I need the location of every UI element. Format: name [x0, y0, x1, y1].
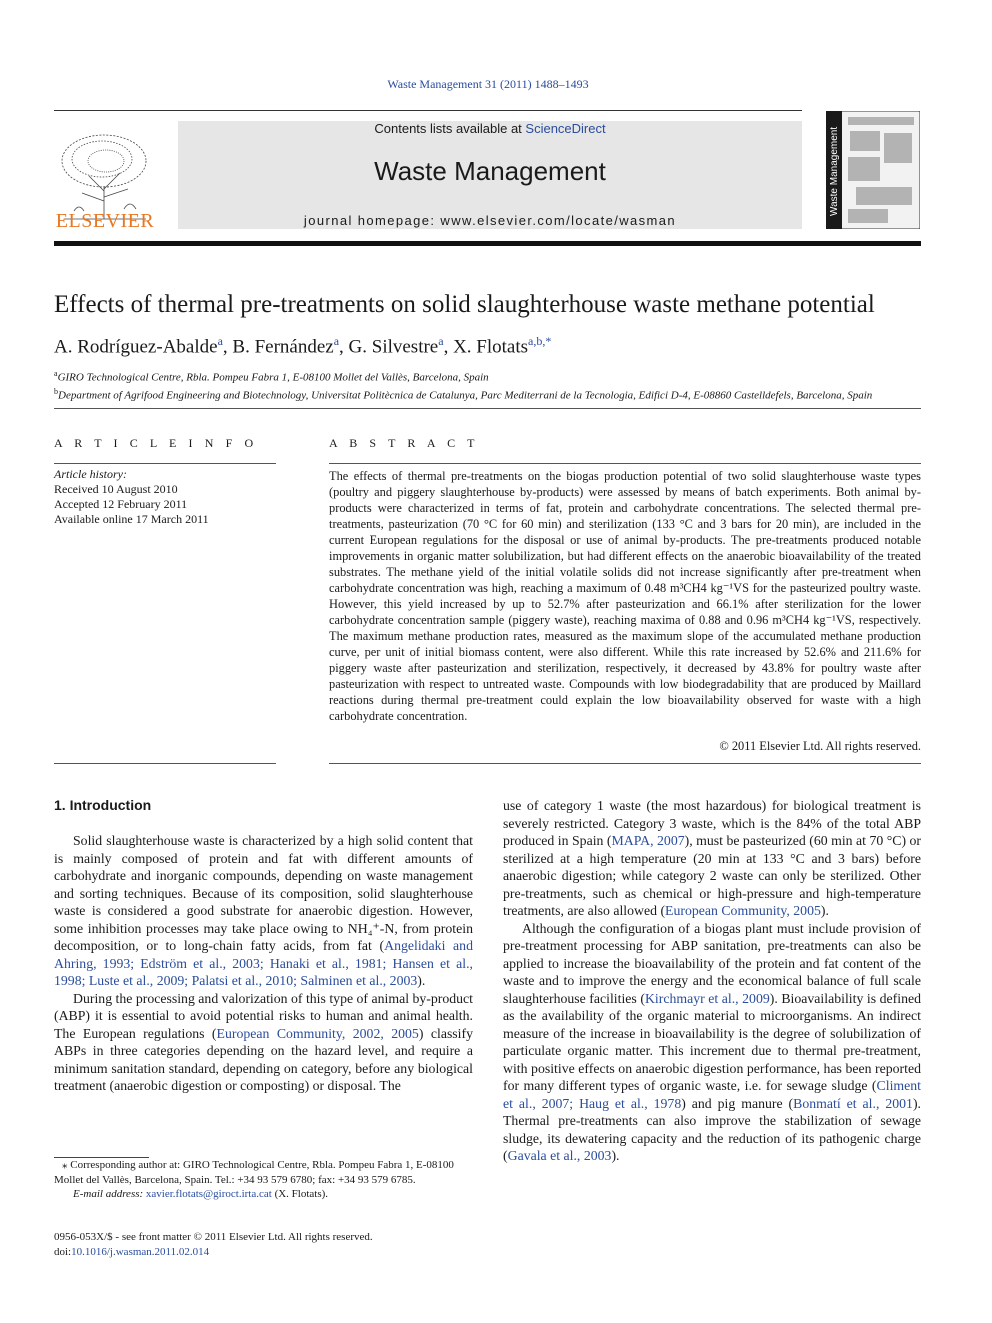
affiliation-item	[54, 385, 922, 403]
body-paragraph	[54, 990, 473, 1095]
citation-link[interactable]: Angelidaki and Ahring, 1993; Edström et al., 2003; Hanaki et al., 1981; Hansen et al., 1998; Luste et al., 2009; Palatsi et al., 2010; Salminen et al., 2003	[54, 938, 473, 988]
author-name[interactable]: G. Silvestre	[348, 336, 439, 358]
paragraph-text: ). Thermal pre-treatments can also improve the stabilization of sewage sludge, its dewatering capacity and the reduction of its pathogenic charge (	[503, 1095, 921, 1163]
doi-line	[54, 1245, 373, 1260]
abstract-paragraph: The effects of thermal pre-treatments on the biogas production potential of two solid slaughterhouse waste types (poultry and piggery slaughterhouse by-products) were assessed by means of batch experiments. Both animal by-products were characterized in terms of fat, protein and carbohydrate concentrations. The selected thermal pre-treatments, pasteurization (70 °C for 60 min) and sterilization (133 °C and 3 bars for 20 min), are included in the current European regulations for the disposal or use of animal by-products. The pre-treatments produced notable improvements in organic matter solubilization, but had different effects on the anaerobic bioavailability of the treated substrates. The methane yield of the initial volatile solids did not increase significantly after pre-treatment when carbohydrate concentration was high, reaching a maximum of 0.48 m³CH4 kg⁻¹VS for the pasteurized poultry waste. However, this yield increased by up to 52.7% after pasteurization and 66.1% after sterilization for the lower carbohydrate concentration sample (piggery waste), reaching maxima of 0.88 and 0.96 m³CH4 kg⁻¹VS, respectively. The maximum methane production rates, measured as the maximum slope of the accumulated methane production curve, per unit of initial biomass content, were also different. While this rate increased by 52.6% and 211.6% for piggery waste after pasteurization and sterilization, respectively, it decreased by 43.8% for poultry waste after pasteurization with respect to untreated waste. Compounds with low biodegradability that are produced by Maillard reactions during thermal pre-treatment could explain the low bioavailability observed for waste with a high carbohydrate concentration.	[329, 469, 921, 723]
contents-line	[178, 121, 802, 136]
issn-line: 0956-053X/$ - see front matter © 2011 Elsevier Ltd. All rights reserved.	[54, 1231, 373, 1243]
body-paragraph	[503, 797, 921, 920]
paragraph-text: Although the configuration of a biogas plant must include provision of pre-treatment processing for ABP sanitation, pre-treatments can also be applied to increase the bioavailability of the protein and fat content of the waste and to improve the energy and the economical balance of full scale slaughterhouse facilities (	[503, 920, 921, 1006]
journal-homepage	[178, 213, 802, 228]
header-thick-rule	[54, 241, 921, 246]
cover-title: Waste Management	[829, 126, 840, 216]
citation-link[interactable]: Bonmatí et al., 2001	[793, 1095, 913, 1111]
paragraph-text: ) and pig manure (	[681, 1095, 794, 1111]
body-paragraph	[503, 920, 921, 1165]
sciencedirect-link[interactable]: ScienceDirect	[525, 121, 606, 136]
abstract-text	[329, 468, 921, 724]
doi-link[interactable]: 10.1016/j.wasman.2011.02.014	[71, 1245, 210, 1258]
affiliations	[54, 367, 922, 402]
email-note	[54, 1187, 473, 1202]
author-list: A. Rodríguez-Abalde$^a$, B. Fernández$^a$, G. Silvestre$^a$, X. Flotats$^{a,b,*}$	[54, 334, 552, 358]
affiliation-text: Department of Agrifood Engineering and Biotechnology, Universitat Politècnica de Catalunya, Parc Mediterrani de la Tecnologia, Edifici D-4, E-08860 Castelldefels, Barcelona, Spain	[58, 389, 873, 402]
journal-title: Waste Management	[374, 156, 606, 186]
abstract-bottom-rule	[329, 763, 921, 764]
affiliation-mark: b	[54, 386, 58, 396]
abstract-heading: A B S T R A C T	[329, 436, 480, 450]
paragraph-text: ).	[417, 973, 426, 988]
doi-label: doi:	[54, 1245, 72, 1258]
affiliation-mark: a	[54, 369, 58, 378]
paragraph-text: ), must be pasteurized (60 min at 70 °C) or sterilized at a high temperature (20 min at 133 °C and 3 bars) before anaerobic digestion; while category 2 waste can only be sterilized. Other pre-treatments, such as chemical or high-pressure and high-temperature treatments, are also allowed (	[503, 833, 921, 918]
paragraph-text: ). Bioavailability is defined as the availability of the organic material to microorganisms. An indirect measure of the increase in bioavailability is the degree of solubilization of particulate organic matter. This increment due to thermal pre-treatment, with positive effects on anaerobic digestion performance, has been reported for many different types of organic waste, i.e. for sewage sludge (	[503, 990, 921, 1093]
affiliation-text: GIRO Technological Centre, Rbla. Pompeu Fabra 1, E-08100 Mollet del Vallès, Barcelona, Spain	[57, 371, 489, 384]
paragraph-text: ).	[820, 903, 829, 918]
corresponding-author-note: ⁎ Corresponding author at: GIRO Technological Centre, Rbla. Pompeu Fabra 1, E-08100 Mollet del Vallès, Barcelona, Spain. Tel.: +34 93 579 6780; fax: +34 93 579 6785.	[54, 1159, 454, 1186]
paragraph-text: ).	[611, 1148, 620, 1163]
body-column-right	[503, 797, 921, 1165]
abstract-copyright: © 2011 Elsevier Ltd. All rights reserved.	[719, 739, 921, 753]
citation-link[interactable]: Kirchmayr et al., 2009	[644, 990, 770, 1006]
online-date: Available online 17 March 2011	[54, 512, 209, 526]
header-rule	[54, 110, 802, 111]
issn-doi-block	[54, 1230, 373, 1259]
citation-link[interactable]: European Community, 2002, 2005	[216, 1025, 419, 1041]
email-suffix: (X. Flotats).	[271, 1188, 329, 1200]
body-column-left	[54, 832, 473, 1095]
contents-prefix: Contents lists available at	[374, 121, 526, 136]
affiliation-item	[54, 367, 922, 385]
article-history	[54, 467, 209, 527]
author-name[interactable]: X. Flotats	[453, 336, 529, 358]
article-title: Effects of thermal pre-treatments on solid slaughterhouse waste methane potential	[54, 291, 875, 318]
citation-link[interactable]: Climent et al., 2007; Haug et al., 1978	[503, 1078, 921, 1111]
journal-citation[interactable]: Waste Management 31 (2011) 1488–1493	[387, 77, 589, 91]
history-label: Article history:	[54, 467, 127, 481]
body-paragraph	[54, 832, 473, 990]
author-affiliation-mark[interactable]: a	[438, 334, 444, 348]
paragraph-text: ) classify ABPs in three categories depending on the hazard level, and require a minimum sanitation standard, depending on category, before any biological treatment (anaerobic digestion or composting) or disposal. The	[54, 1025, 474, 1093]
paragraph-text: Solid slaughterhouse waste is characterized by a high solid content that is mainly composed of protein and fat with different amounts of carbohydrate and inorganic compounds, depending on waste management and sorting techniques. Because of its composition, solid slaughterhouse waste is considered a good substrate for anaerobic digestion. However, some inhibition processes may take place owing to NH₄⁺-N, from protein decomposition, or to long-chain fatty acids, from fat (	[54, 833, 473, 953]
citation-link[interactable]: MAPA, 2007	[611, 833, 685, 848]
author-name[interactable]: B. Fernández	[232, 336, 334, 358]
homepage-link[interactable]: www.elsevier.com/locate/wasman	[440, 213, 677, 228]
author-affiliation-mark[interactable]: a	[217, 334, 223, 348]
journal-cover-thumbnail[interactable]	[826, 111, 920, 229]
received-date: Received 10 August 2010	[54, 482, 178, 496]
article-info-heading: A R T I C L E I N F O	[54, 436, 258, 450]
section-heading: 1. Introduction	[54, 797, 152, 813]
affiliation-rule	[54, 408, 921, 409]
author-affiliation-mark[interactable]: a,b,*	[528, 334, 552, 348]
paragraph-text: During the processing and valorization of this type of animal by-product (ABP) it is essential to avoid potential risks to human and animal health. The European regulations (	[54, 990, 474, 1041]
homepage-prefix: journal homepage:	[303, 213, 441, 228]
citation-link[interactable]: Gavala et al., 2003	[507, 1148, 612, 1163]
article-info-rule	[54, 463, 276, 464]
abstract-rule	[329, 463, 921, 464]
accepted-date: Accepted 12 February 2011	[54, 497, 188, 511]
paragraph-text: use of category 1 waste (the most hazardous) for biological treatment is severely restricted. Category 3 waste, which is the 84% of the total ABP produced in Spain (	[503, 798, 921, 848]
author-name[interactable]: A. Rodríguez-Abalde	[54, 336, 218, 358]
author-affiliation-mark[interactable]: a	[333, 334, 340, 348]
article-info-bottom-rule	[54, 763, 276, 764]
citation-link[interactable]: European Community, 2005	[665, 903, 821, 918]
email-link[interactable]: xavier.flotats@giroct.irta.cat	[145, 1188, 272, 1200]
footnotes	[54, 1158, 473, 1202]
elsevier-wordmark: ELSEVIER	[55, 210, 155, 232]
email-label: E-mail address:	[73, 1188, 146, 1200]
